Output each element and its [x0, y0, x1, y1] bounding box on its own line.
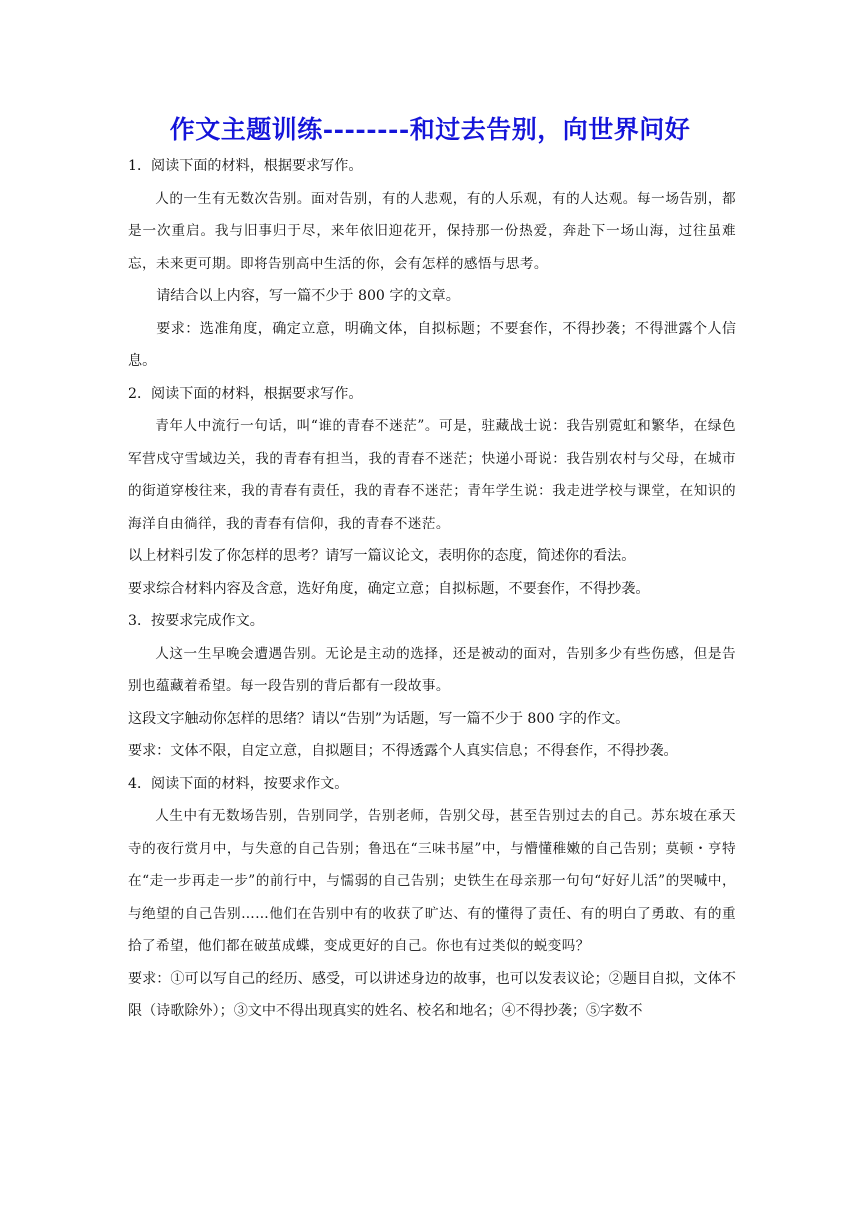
document-body [128, 150, 736, 1028]
paragraph: 人这一生早晚会遭遇告别。无论是主动的选择，还是被动的面对，告别多少有些伤感，但是告别也蕴藏着希望。每一段告别的背后都有一段故事。 [128, 645, 736, 694]
paragraph: 要求：选准角度，确定立意，明确文体，自拟标题；不要套作，不得抄袭；不得泄露个人信息。 [128, 320, 736, 369]
paragraph: 人的一生有无数次告别。面对告别，有的人悲观，有的人乐观，有的人达观。每一场告别，都是一次重启。我与旧事归于尽，来年依旧迎花开，保持那一份热爱，奔赴下一场山海，过往虽难忘，未来更可期。即将告别高中生活的你，会有怎样的感悟与思考。 [128, 190, 736, 272]
paragraph: 3．按要求完成作文。 [128, 613, 264, 629]
paragraph: 要求综合材料内容及含意，选好角度，确定立意；自拟标题，不要套作，不得抄袭。 [128, 580, 650, 597]
paragraph: 1．阅读下面的材料，根据要求写作。 [128, 158, 363, 174]
paragraph: 要求：①可以写自己的经历、感受，可以讲述身边的故事，也可以发表议论；②题目自拟，文体不限（诗歌除外）；③文中不得出现真实的姓名、校名和地名；④不得抄袭；⑤字数不 [128, 970, 736, 1019]
document-title: 作文主题训练--------和过去告别，向世界问好 [169, 115, 691, 144]
paragraph: 青年人中流行一句话，叫“谁的青春不迷茫”。可是，驻藏战士说：我告别霓虹和繁华，在绿色军营戍守雪域边关，我的青春有担当，我的青春不迷茫；快递小哥说：我告别农村与父母，在城市的街道穿梭往来，我的青春有责任，我的青春不迷茫；青年学生说：我走进学校与课堂，在知识的海洋自由徜徉，我的青春有信仰，我的青春不迷茫。 [128, 418, 736, 532]
paragraph: 要求：文体不限，自定立意，自拟题目；不得透露个人真实信息；不得套作，不得抄袭。 [128, 743, 678, 759]
paragraph: 请结合以上内容，写一篇不少于 800 字的文章。 [156, 288, 460, 304]
paragraph: 4．阅读下面的材料，按要求作文。 [128, 775, 349, 792]
paragraph: 2．阅读下面的材料，根据要求写作。 [128, 385, 363, 402]
paragraph: 人生中有无数场告别，告别同学，告别老师，告别父母，甚至告别过去的自己。苏东坡在承天寺的夜行赏月中，与失意的自己告别；鲁迅在“三味书屋”中，与懵懂稚嫩的自己告别；莫顿・亨特在“走一步再走一步”的前行中，与懦弱的自己告别；史铁生在母亲那一句句“好好儿活”的哭喊中，与绝望的自己告别……他们在告别中有的收获了旷达、有的懂得了责任、有的明白了勇敢、有的重拾了希望，他们都在破茧成蝶，变成更好的自己。你也有过类似的蜕变吗？ [128, 808, 736, 954]
paragraph: 这段文字触动你怎样的思绪？请以“告别”为话题，写一篇不少于 800 字的作文。 [128, 710, 630, 727]
paragraph: 以上材料引发了你怎样的思考？请写一篇议论文，表明你的态度，简述你的看法。 [128, 548, 636, 564]
